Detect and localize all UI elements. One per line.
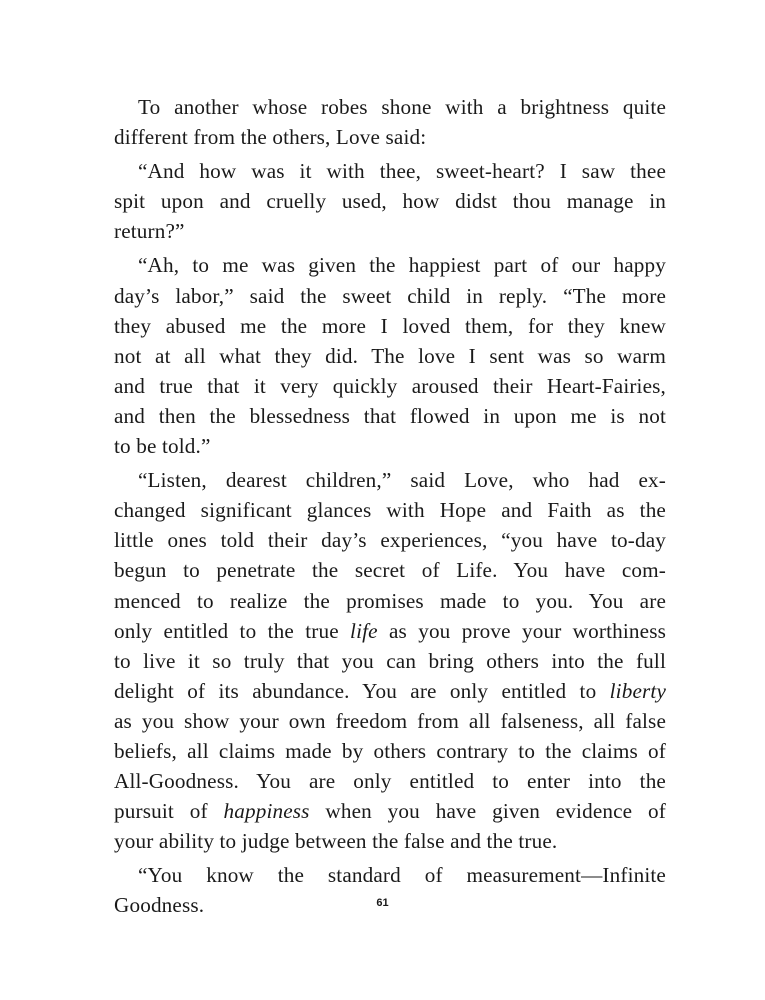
text-line: All-Goodness. You are only entitled to enter into the [114,769,666,794]
text-line: “You know the standard of measurement—Infinite [138,863,666,888]
text-line: to live it so truly that you can bring others into the full [114,648,666,673]
text-line: and then the blessedness that flowed in upon me is not [114,403,666,428]
paragraph-2 [114,156,666,246]
text-line: little ones told their day’s experiences, “you have to-day [114,528,666,553]
text-line: changed significant glances with Hope and Faith as the [114,498,666,523]
text-line: as you show your own freedom from all falseness, all false [114,708,666,733]
paragraph-1 [114,92,666,152]
text-line: pursuit of happiness when you have given evidence of [114,799,666,824]
text-line: “Listen, dearest children,” said Love, who had ex- [138,468,666,493]
text-line: “And how was it with thee, sweet-heart? I saw thee [138,159,666,184]
text-line: menced to realize the promises made to you. You are [114,588,666,613]
paragraph-5 [114,860,666,920]
text-line: they abused me the more I loved them, for they knew [114,313,666,338]
text-line: your ability to judge between the false and the true. [114,829,558,854]
text-line: begun to penetrate the secret of Life. You have com- [114,558,666,583]
paragraph-4 [114,465,666,856]
text-line: Goodness. [114,893,205,918]
text-line: different from the others, Love said: [114,125,427,150]
text-line: return?” [114,219,185,244]
text-line: to be told.” [114,434,211,459]
text-line: beliefs, all claims made by others contrary to the claims of [114,738,666,763]
text-line: only entitled to the true life as you prove your worthiness [114,618,666,643]
text-line: spit upon and cruelly used, how didst thou manage in [114,189,666,214]
text-line: delight of its abundance. You are only entitled to liberty [114,678,666,703]
text-line: day’s labor,” said the sweet child in reply. “The more [114,283,666,308]
paragraph-3 [114,250,666,461]
body-text [114,92,666,921]
text-line: “Ah, to me was given the happiest part of our happy [138,253,666,278]
text-line: To another whose robes shone with a brightness quite [138,95,666,119]
text-line: not at all what they did. The love I sent was so warm [114,343,666,368]
page-number: 61 [376,897,389,909]
text-line: and true that it very quickly aroused their Heart-Fairies, [114,373,666,398]
